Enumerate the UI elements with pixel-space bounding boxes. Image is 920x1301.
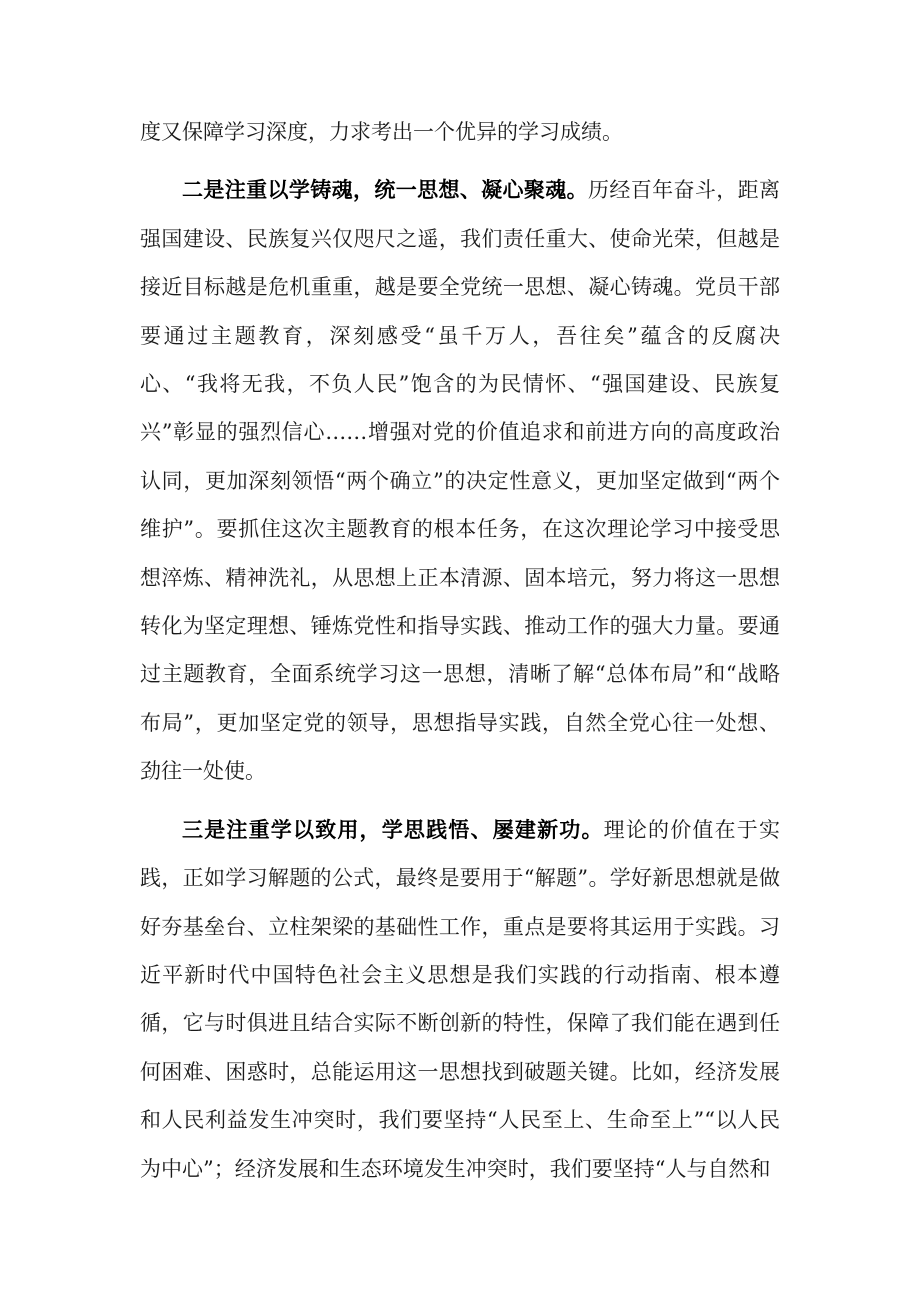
paragraph-point-three bbox=[140, 806, 780, 1193]
paragraph-continuation bbox=[140, 108, 780, 156]
paragraph-text: 理论的价值在于实践，正如学习解题的公式，最终是要用于“解题”。学好新思想就是做好夯基垒台、立柱架梁的基础性工作，重点是要将其运用于实践。习近平新时代中国特色社会主义思想是我们实践的行动指南、根本遵循，它与时俱进且结合实际不断创新的特性，保障了我们能在遇到任何困难、困惑时，总能运用这一思想找到破题关键。比如，经济发展和人民利益发生冲突时，我们要坚持“人民至上、生命至上”“以人民为中心”；经济发展和生态环境发生冲突时，我们要坚持“人与自然和 bbox=[140, 817, 781, 1181]
paragraph-point-two bbox=[140, 166, 780, 795]
paragraph-text: 度又保障学习深度，力求考出一个优异的学习成绩。 bbox=[140, 120, 623, 144]
paragraph-text: 历经百年奋斗，距离强国建设、民族复兴仅咫尺之遥，我们责任重大、使命光荣，但越是接近目标越是危机重重，越是要全党统一思想、凝心铸魂。党员干部要通过主题教育，深刻感受“虽千万人，吾往矣”蕴含的反腐决心、“我将无我，不负人民”饱含的为民情怀、“强国建设、民族复兴”彰显的强烈信心……增强对党的价值追求和前进方向的高度政治认同，更加深刻领悟“两个确立”的决定性意义，更加坚定做到“两个维护”。要抓住这次主题教育的根本任务，在这次理论学习中接受思想淬炼、精神洗礼，从思想上正本清源、固本培元，努力将这一思想转化为坚定理想、锤炼党性和指导实践、推动工作的强大力量。要通过主题教育，全面系统学习这一思想，清晰了解“总体布局”和“战略布局”，更加坚定党的领导，思想指导实践，自然全党心往一处想、劲往一处使。 bbox=[140, 178, 781, 784]
paragraph-heading: 三是注重学以致用，学思践悟、屡建新功。 bbox=[182, 816, 604, 842]
document-body bbox=[140, 108, 780, 1203]
paragraph-heading: 二是注重以学铸魂，统一思想、凝心聚魂。 bbox=[182, 177, 589, 203]
